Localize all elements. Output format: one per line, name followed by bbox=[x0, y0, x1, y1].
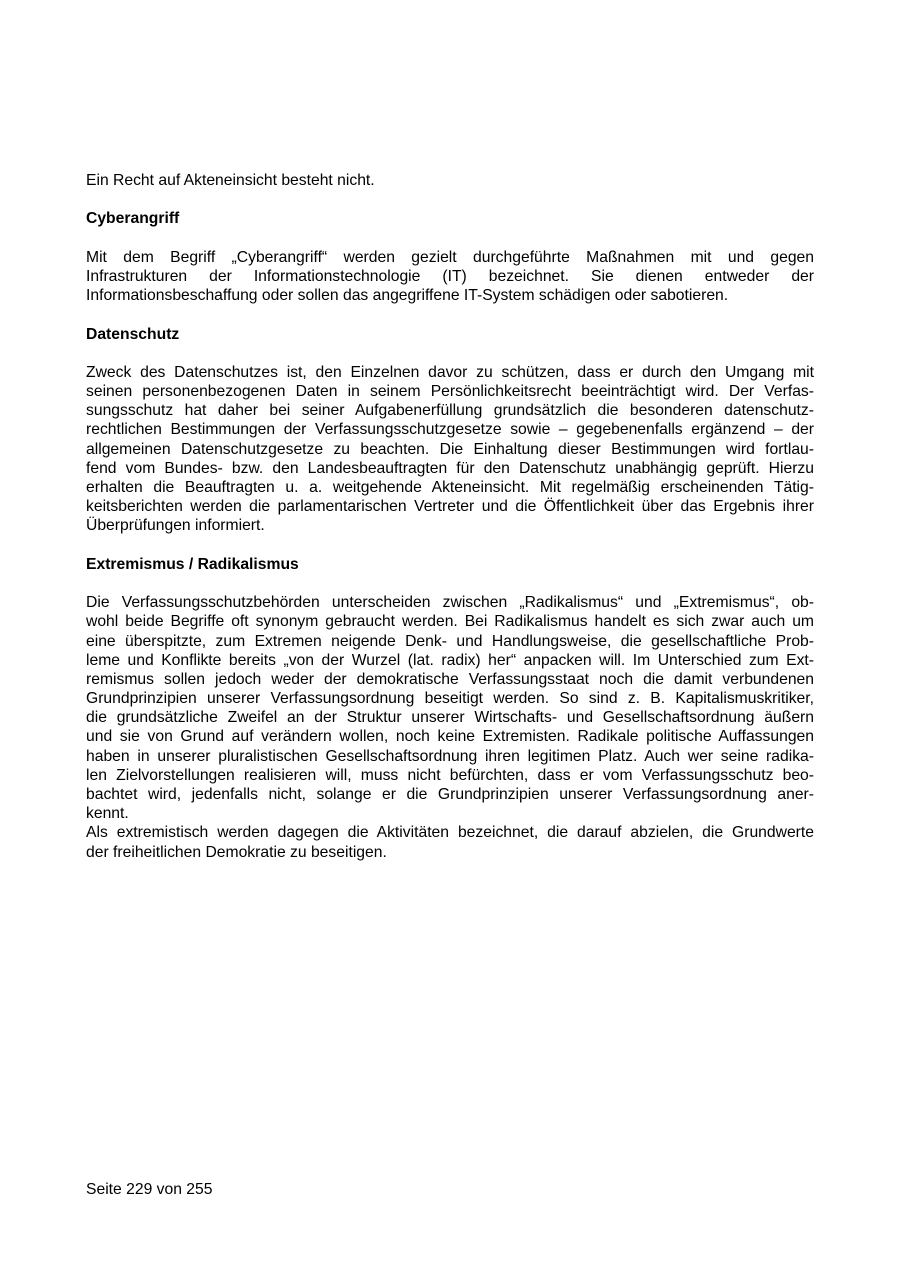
text-line: die grundsätzliche Zweifel an der Struktur unserer Wirtschafts- und Gesellschaftsordnung äußern bbox=[86, 709, 814, 727]
text-line: Als extremistisch werden dagegen die Aktivitäten bezeichnet, die darauf abzielen, die Grundwerte bbox=[86, 824, 814, 842]
section-heading-extremismus: Extremismus / Radikalismus bbox=[86, 555, 299, 573]
text-line: allgemeinen Datenschutzgesetze zu beachten. Die Einhaltung dieser Bestimmungen wird fortlau- bbox=[86, 440, 814, 458]
text-line: Infrastrukturen der Informationstechnologie (IT) bezeichnet. Sie dienen entweder der bbox=[86, 267, 814, 285]
paragraph-cyberangriff bbox=[86, 248, 814, 306]
page-number: Seite 229 von 255 bbox=[86, 1181, 213, 1198]
spacer bbox=[86, 229, 814, 248]
text-line: eine überspitzte, zum Extremen neigende Denk- und Handlungsweise, die gesellschaftliche Prob- bbox=[86, 632, 814, 650]
text-line: Mit dem Begriff „Cyberangriff“ werden gezielt durchgeführte Maßnahmen mit und gegen bbox=[86, 248, 814, 266]
paragraph-extremismus bbox=[86, 593, 814, 862]
spacer bbox=[86, 305, 814, 324]
text-line: Zweck des Datenschutzes ist, den Einzelnen davor zu schützen, dass er durch den Umgang mit bbox=[86, 363, 814, 381]
text-line: bachtet wird, jedenfalls nicht, solange er die Grundprinzipien unserer Verfassungsordnung aner- bbox=[86, 786, 814, 803]
text-line: der freiheitlichen Demokratie zu beseitigen. bbox=[86, 843, 387, 861]
text-line: und sie von Grund auf verändern wollen, noch keine Extremisten. Radikale politische Auffassungen bbox=[86, 728, 814, 746]
text-line: rechtlichen Bestimmungen der Verfassungsschutzgesetze sowie – gegebenenfalls ergänzend – der bbox=[86, 421, 814, 439]
text-line: Grundprinzipien unserer Verfassungsordnung beseitigt werden. So sind z. B. Kapitalismuskritiker, bbox=[86, 690, 814, 708]
page-body bbox=[86, 171, 814, 862]
spacer bbox=[86, 344, 814, 363]
paragraph-datenschutz bbox=[86, 363, 814, 536]
spacer bbox=[86, 190, 814, 209]
text-line: sungsschutz hat daher bei seiner Aufgabenerfüllung grundsätzlich die besonderen datenschutz- bbox=[86, 402, 814, 420]
section-heading-cyberangriff: Cyberangriff bbox=[86, 210, 180, 228]
text-line: len Zielvorstellungen realisieren will, muss nicht befürchten, dass er vom Verfassungsschutz beo- bbox=[86, 766, 814, 784]
text-line: Die Verfassungsschutzbehörden unterscheiden zwischen „Radikalismus“ und „Extremismus“, ob- bbox=[86, 594, 814, 612]
text-line: wohl beide Begriffe oft synonym gebraucht werden. Bei Radikalismus handelt es sich zwar auch um bbox=[86, 613, 814, 631]
intro-paragraph: Ein Recht auf Akteneinsicht besteht nicht. bbox=[86, 172, 375, 189]
text-line: remismus sollen jedoch weder der demokratische Verfassungsstaat noch die damit verbundenen bbox=[86, 670, 814, 688]
text-line: kennt. bbox=[86, 805, 129, 823]
spacer bbox=[86, 574, 814, 593]
text-line: keitsberichten werden die parlamentarischen Vertreter und die Öffentlichkeit über das Ergebnis ihrer bbox=[86, 498, 814, 516]
text-line: seinen personenbezogenen Daten in seinem Persönlichkeitsrecht beeinträchtigt wird. Der Verfas- bbox=[86, 383, 814, 401]
text-line: fend vom Bundes- bzw. den Landesbeauftragten für den Datenschutz unabhängig geprüft. Hierzu bbox=[86, 459, 814, 477]
text-line: haben in unserer pluralistischen Gesellschaftsordnung ihren legitimen Platz. Auch wer seine radika- bbox=[86, 747, 814, 765]
spacer bbox=[86, 536, 814, 555]
text-line: erhalten die Beauftragten u. a. weitgehende Akteneinsicht. Mit regelmäßig erscheinenden Tätig- bbox=[86, 479, 814, 496]
text-line: Informationsbeschaffung oder sollen das angegriffene IT-System schädigen oder sabotieren. bbox=[86, 287, 729, 305]
text-line: Überprüfungen informiert. bbox=[86, 517, 265, 535]
section-heading-datenschutz: Datenschutz bbox=[86, 325, 180, 343]
text-line: leme und Konflikte bereits „von der Wurzel (lat. radix) her“ anpacken will. Im Unterschied zum Ext- bbox=[86, 651, 814, 669]
